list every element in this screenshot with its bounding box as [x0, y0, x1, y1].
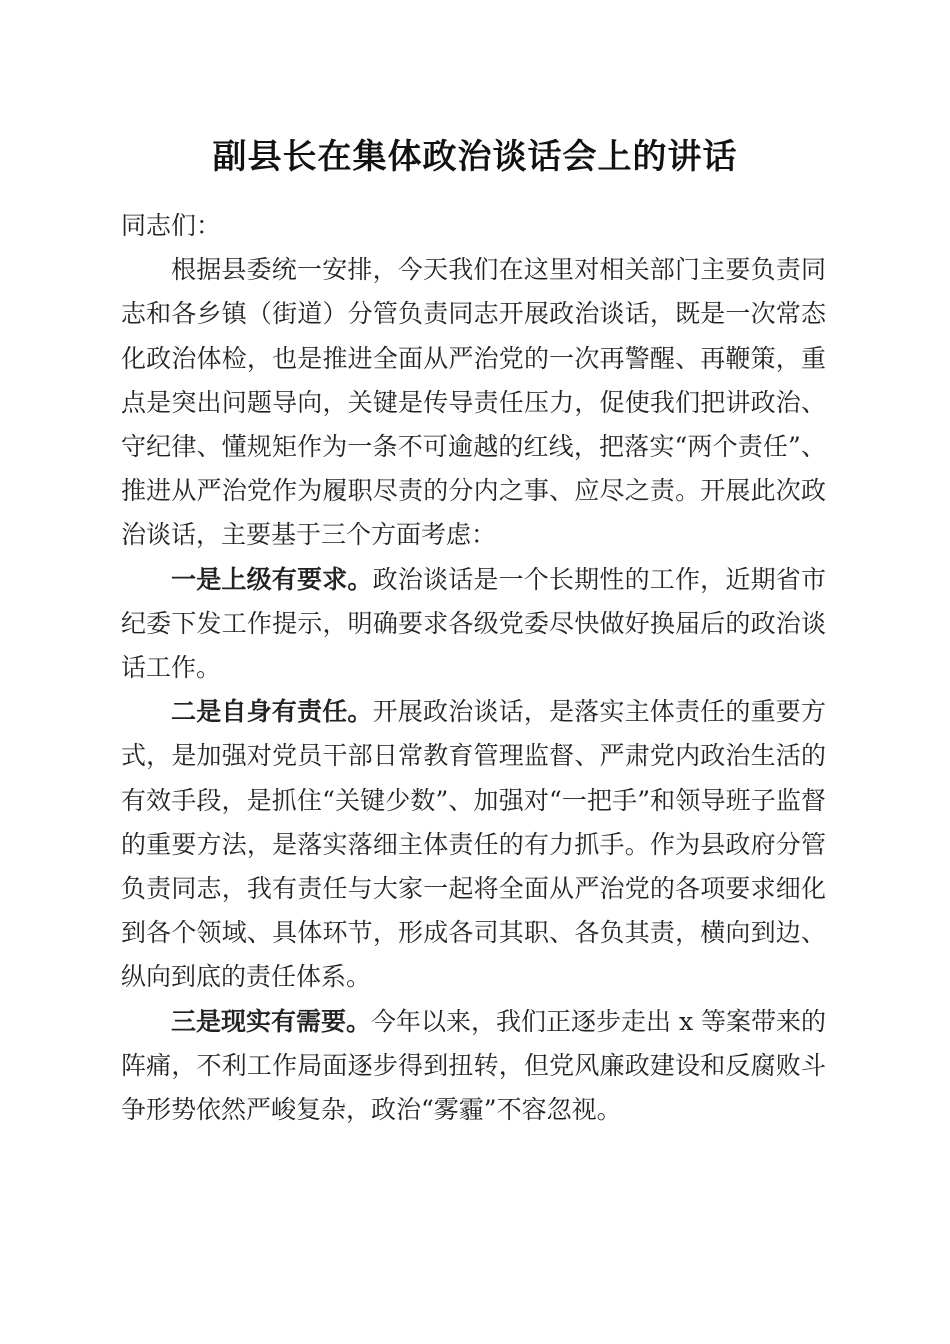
paragraph-point-1	[121, 558, 826, 691]
paragraph-point-2-text: 开展政治谈话，是落实主体责任的重要方式，是加强对党员干部日常教育管理监督、严肃党内政治生活的有效手段，是抓住“关键少数”、加强对“一把手”和领导班子监督的重要方法，是落实落细主体责任的有力抓手。作为县政府分管负责同志，我有责任与大家一起将全面从严治党的各项要求细化到各个领域、具体环节，形成各司其职、各负其责，横向到边、纵向到底的责任体系。	[121, 697, 826, 992]
paragraph-point-2-lead: 二是自身有责任。	[171, 697, 373, 727]
paragraph-point-3-lead: 三是现实有需要。	[171, 1006, 372, 1036]
paragraph-point-1-text: 政治谈话是一个长期性的工作，近期省市纪委下发工作提示，明确要求各级党委尽快做好换届后的政治谈话工作。	[121, 564, 826, 683]
paragraph-point-3	[121, 1000, 826, 1133]
document-body	[121, 200, 826, 1132]
paragraph-point-1-lead: 一是上级有要求。	[171, 564, 373, 594]
paragraph-point-3-text: 今年以来，我们正逐步走出 x 等案带来的阵痛，不利工作局面逐步得到扭转，但党风廉政建设和反腐败斗争形势依然严峻复杂，政治“雾霾”不容忽视。	[121, 1006, 827, 1125]
document-title: 副县长在集体政治谈话会上的讲话	[212, 137, 738, 177]
paragraph-intro	[121, 248, 826, 557]
paragraph-intro-text: 根据县委统一安排，今天我们在这里对相关部门主要负责同志和各乡镇（街道）分管负责同志开展政治谈话，既是一次常态化政治体检，也是推进全面从严治党的一次再警醒、再鞭策，重点是突出问题导向，关键是传导责任压力，促使我们把讲政治、守纪律、懂规矩作为一条不可逾越的红线，把落实“两个责任”、推进从严治党作为履职尽责的分内之事、应尽之责。开展此次政治谈话，主要基于三个方面考虑：	[121, 255, 826, 550]
paragraph-point-2	[121, 690, 826, 999]
salutation: 同志们：	[121, 211, 222, 240]
